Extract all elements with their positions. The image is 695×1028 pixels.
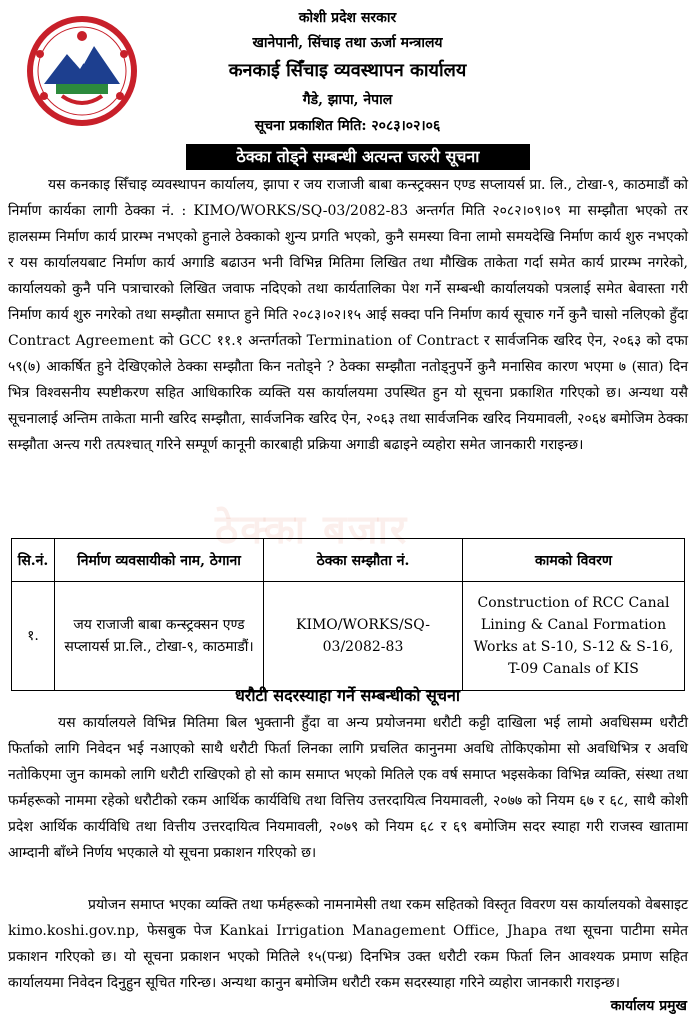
table-header-row — [12, 539, 685, 582]
cell-contract-no: KIMO/WORKS/SQ-03/2082-83 — [264, 582, 463, 691]
cell-work-description: Construction of RCC Canal Lining & Canal Formation Works at S-10, S-12 & S-16, T-09 Canals of KIS — [463, 582, 685, 691]
header-work-description: कामको विवरण — [463, 539, 685, 582]
notice-body: यस कनकाइ सिँचाइ व्यवस्थापन कार्यालय, झापा र जय राजाजी बाबा कन्स्ट्रक्सन एण्ड सप्लायर्स प्रा. लि., टोखा-९, काठमाडौं को निर्माण कार्यका लागी ठेक्का नं. : KIMO/WORKS/SQ-03/2082-83 अन्तर्गत मिति २०८२।०९।०९ मा सम्झौता भएको तर हालसम्म निर्माण कार्य प्रारम्भ नभएको हुनाले ठेक्काको शुन्य प्रगति भएको, कुनै समस्या विना लामो समयदेखि निर्माण कार्य शुरु नभएको र यस कार्यालयबाट निर्माण कार्य अगाडि बढाउन भनी विभिन्न मितिमा लिखित तथा मौखिक ताकेता गर्दा समेत कार्य प्रारम्भ नगरेको, कार्यालयको कुनै पनि पत्राचारको लिखित जवाफ नदिएको तथा कार्यतालिका पेश गर्ने सम्बन्धी कार्यालयको पत्रलाई समेत बेवास्ता गरी निर्माण कार्य शुरु नगरेको तथा सम्झौता समाप्त हुने मिति २०८३।०२।१५ आई सक्दा पनि निर्माण कार्य सूचारु गर्ने कुनै चासो नलिएको हुँदा Contract Agreement को GCC ११.१ अन्तर्गतको Termination of Contract र सार्वजनिक खरिद ऐन, २०६३ को दफा ५९(७) आकर्षित हुने देखिएकोले ठेक्का सम्झौता किन नतोड्ने ? ठेक्का सम्झौता नतोड्नुपर्ने कुनै मनासिव कारण भएमा ७ (सात) दिन भित्र विश्वसनीय स्पष्टीकरण सहित आधिकारिक व्यक्ति यस कार्यालयमा उपस्थित हुन यो सूचना प्रकाशित गरिएको छ। अन्यथा यसै सूचनालाई अन्तिम ताकेता मानी खरिद सम्झौता, सार्वजनिक खरिद ऐन, २०६३ तथा सार्वजनिक खरिद नियमावली, २०६४ बमोजिम ठेक्का सम्झौता अन्त्य गरी तत्पश्चात् गरिने सम्पूर्ण कानूनी कारबाही प्रक्रिया अगाडी बढाइने व्यहोरा समेत जानकारी गराइन्छ। — [8, 177, 688, 453]
ministry-name: खानेपानी, सिंचाइ तथा ऊर्जा मन्त्रालय — [252, 35, 443, 51]
watermark: ठेक्का बजार — [215, 506, 409, 553]
table-row — [12, 582, 685, 691]
cell-sn: १. — [12, 582, 55, 691]
deposit-title: धरौटी सदरस्याहा गर्ने सम्बन्धीको सूचना — [234, 686, 461, 705]
cell-contractor: जय राजाजी बाबा कन्स्ट्रक्सन एण्ड सप्लायर्स प्रा.लि., टोखा-९, काठमाडौं। — [55, 582, 264, 691]
header-sn: सि.नं. — [12, 539, 55, 582]
letterhead — [0, 0, 695, 140]
notice-title: ठेक्का तोड्ने सम्बन्धी अत्यन्त जरुरी सूचना — [186, 144, 530, 170]
published-date: सूचना प्रकाशित मिति: २०८३।०२।०६ — [254, 118, 441, 134]
office-address: गैडे, झापा, नेपाल — [302, 92, 393, 108]
office-name: कनकाई सिँचाइ व्यवस्थापन कार्यालय — [228, 60, 467, 81]
header-contract-no: ठेक्का सम्झौता नं. — [264, 539, 463, 582]
deposit-paragraph-2: प्रयोजन समाप्त भएका व्यक्ति तथा फर्महरूको नामनामेसी तथा रकम सहितको विस्तृत विवरण यस कार्यालयको वेबसाइट kimo.koshi.gov.np, फेसबुक पेज Kankai Irrigation Management Office, Jhapa तथा सूचना पाटीमा समेत प्रकाशन गरिएको छ। यो सूचना प्रकाशन भएको मितिले १५(पन्ध्र) दिनभित्र उक्त धरौटी रकम फिर्ता लिन आवश्यक प्रमाण सहित कार्यालयमा निवेदन दिनुहुन सूचित गरिन्छ। अन्यथा कानुन बमोजिम धरौटी रकम सदरस्याहा गरिने व्यहोरा जानकारी गराइन्छ। — [8, 897, 688, 991]
header-contractor: निर्माण व्यवसायीको नाम, ठेगाना — [55, 539, 264, 582]
contract-table — [11, 538, 685, 691]
signature: कार्यालय प्रमुख — [610, 998, 687, 1014]
deposit-paragraph-1: यस कार्यालयले विभिन्न मितिमा बिल भुक्तानी हुँदा वा अन्य प्रयोजनमा धरौटी कट्टी दाखिला भई लामो अवधिसम्म धरौटी फिर्ताको लागि निवेदन भई नआएको साथै धरौटी फिर्ता लिनका लागि प्रचलित कानुनमा अवधि तोकिएकोमा सो अवधिभित्र र अवधि नतोकिएमा जुन कामको लागि धरौटी राखिएको हो सो काम समाप्त भएको मितिले एक वर्ष समाप्त भइसकेका विभिन्न व्यक्ति, संस्था तथा फर्महरूको नाममा रहेको धरौटीको रकम आर्थिक कार्यविधि तथा वित्तिय उत्तरदायित्व नियमावली, २०७७ को नियम ६७ र ६८, साथै कोशी प्रदेश आर्थिक कार्यविधि तथा वित्तीय उत्तरदायित्व नियमावली, २०७९ को नियम ६८ र ६९ बमोजिम सदर स्याहा गरी राजस्व खातामा आम्दानी बाँध्ने निर्णय भएकाले यो सूचना प्रकाशन गरिएको छ। — [8, 715, 688, 861]
government-name: कोशी प्रदेश सरकार — [298, 10, 397, 26]
